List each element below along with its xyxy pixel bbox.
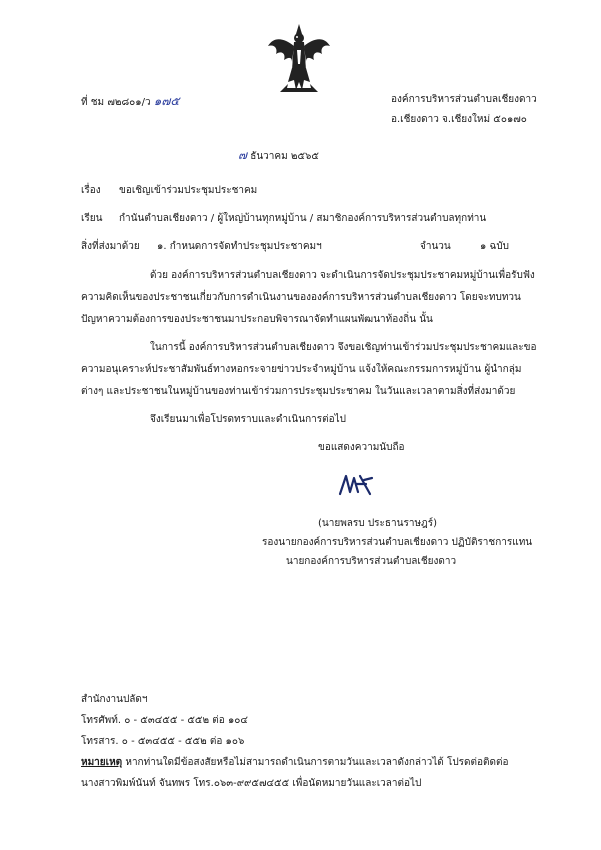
footer-note-text-1: หากท่านใดมีข้อสงสัยหรือไม่สามารถดำเนินการตามวันและเวลาดังกล่าวได้ โปรดต่อติดต่อ xyxy=(122,757,509,768)
paragraph-1-line-1: ด้วย องค์การบริหารส่วนตำบลเชียงดาว จะดำเนินการจัดประชุมประชาคมหมู่บ้านเพื่อรับฟัง xyxy=(150,270,535,281)
letter-date xyxy=(238,146,319,165)
addressee-label: เรียน xyxy=(81,213,103,224)
paragraph-1-line-3: ปัญหาความต้องการของประชาชนมาประกอบพิจารณาจัดทำแผนพัฒนาท้องถิ่น นั้น xyxy=(81,314,433,325)
reference-prefix: ที่ ชม ๗๒๘๐๑/ว xyxy=(81,97,151,108)
addressee-text: กำนันตำบลเชียงดาว / ผู้ใหญ่บ้านทุกหมู่บ้าน / สมาชิกองค์การบริหารส่วนตำบลทุกท่าน xyxy=(119,213,487,224)
enclosure-item: ๑. กำหนดการจัดทำประชุมประชาคมฯ xyxy=(157,241,322,252)
date-day: ๗ xyxy=(238,148,248,162)
subject-text: ขอเชิญเข้าร่วมประชุมประชาคม xyxy=(119,185,258,196)
enclosure-qty-label: จำนวน xyxy=(420,241,451,252)
paragraph-3: จึงเรียนมาเพื่อโปรดทราบและดำเนินการต่อไป xyxy=(150,414,347,425)
signer-name: (นายพลรบ ประธานราษฎร์) xyxy=(318,518,438,529)
reference-handwritten-number: ๑๗๕ xyxy=(153,94,180,108)
handwritten-signature xyxy=(336,470,376,498)
paragraph-2-line-1: ในการนี้ องค์การบริหารส่วนตำบลเชียงดาว จึงขอเชิญท่านเข้าร่วมประชุมประชาคมและขอ xyxy=(150,342,537,353)
signer-title-1: รองนายกองค์การบริหารส่วนตำบลเชียงดาว ปฏิบัติราชการแทน xyxy=(262,537,533,548)
reference-number xyxy=(81,92,180,111)
garuda-emblem-icon xyxy=(266,22,332,98)
date-month-year: ธันวาคม ๒๕๖๕ xyxy=(250,151,319,162)
subject-label: เรื่อง xyxy=(81,185,101,196)
org-address: อ.เชียงดาว จ.เชียงใหม่ ๕๐๑๗๐ xyxy=(391,114,527,125)
footer-note-line-1 xyxy=(81,755,509,770)
footer-fax: โทรสาร. ๐ - ๕๓๔๕๕ - ๕๕๒ ต่อ ๑๐๖ xyxy=(81,736,245,747)
paragraph-2-line-2: ความอนุเคราะห์ประชาสัมพันธ์ทางหอกระจายข่าวประจำหมู่บ้าน แจ้งให้คณะกรรมการหมู่บ้าน ผู้นำกลุ่ม xyxy=(81,364,522,375)
org-name: องค์การบริหารส่วนตำบลเชียงดาว xyxy=(391,94,537,105)
enclosure-label: สิ่งที่ส่งมาด้วย xyxy=(81,241,140,252)
footer-note-label: หมายเหตุ xyxy=(81,757,123,768)
footer-note-line-2: นางสาวพิมพ์นันท์ จันทพร โทร.๐๖๓-๙๙๕๗๔๕๕ เพื่อนัดหมายวันและเวลาต่อไป xyxy=(81,778,422,789)
paragraph-1-line-2: ความคิดเห็นของประชาชนเกี่ยวกับการดำเนินงานขององค์การบริหารส่วนตำบลเชียงดาว โดยจะทบทวน xyxy=(81,292,521,303)
signer-title-2: นายกองค์การบริหารส่วนตำบลเชียงดาว xyxy=(286,556,457,567)
footer-phone: โทรศัพท์. ๐ - ๕๓๔๕๕ - ๕๕๒ ต่อ ๑๐๔ xyxy=(81,715,248,726)
enclosure-qty-value: ๑ ฉบับ xyxy=(480,241,510,252)
closing-phrase: ขอแสดงความนับถือ xyxy=(318,442,405,453)
paragraph-2-line-3: ต่างๆ และประชาชนในหมู่บ้านของท่านเข้าร่วมการประชุมประชาคม ในวันและเวลาตามสิ่งที่ส่งมาด้วย xyxy=(81,386,516,397)
footer-office: สำนักงานปลัดฯ xyxy=(81,694,148,705)
